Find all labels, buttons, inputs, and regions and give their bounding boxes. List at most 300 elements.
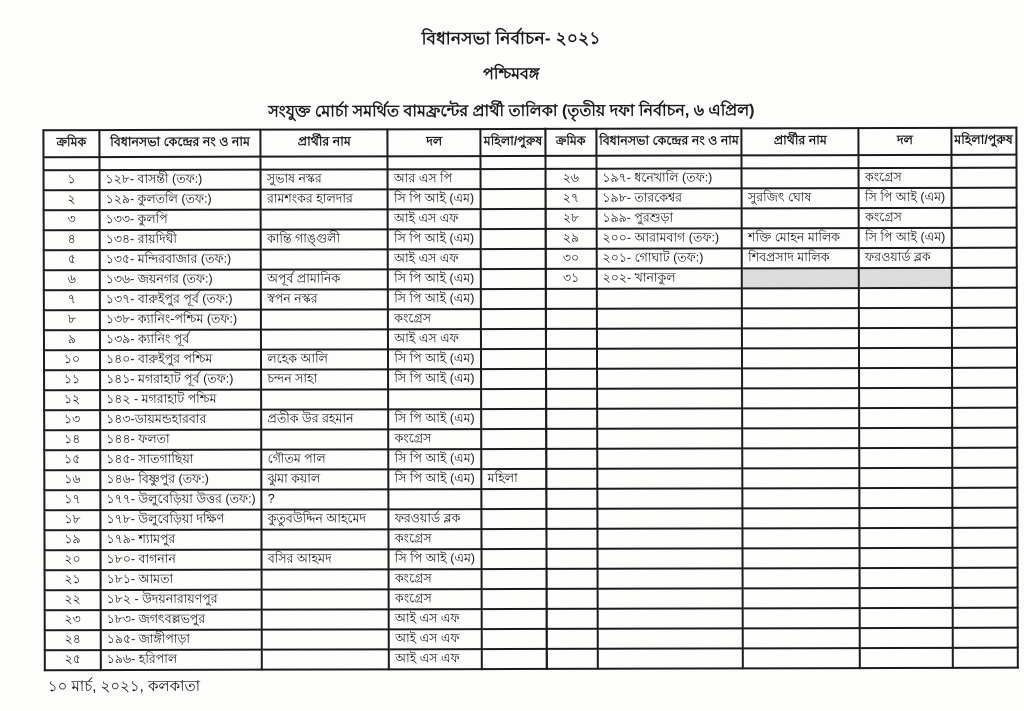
- constituency-cell: ১৮৩- জগৎবল্লভপুর: [101, 610, 262, 630]
- candidate-cell: [262, 589, 389, 609]
- serial-cell: ৩০: [546, 249, 597, 269]
- table-row: [45, 629, 547, 650]
- empty-cell: [951, 155, 1016, 168]
- table-row: [45, 609, 547, 630]
- gender-cell: [952, 648, 1017, 668]
- gender-cell: [481, 309, 546, 329]
- serial-cell: ২৫: [45, 650, 101, 670]
- constituency-cell: ১৮১- আমতা: [101, 570, 262, 590]
- candidate-cell: [743, 648, 860, 668]
- candidate-cell: কুতুবউদ্দিন আহমেদ: [262, 509, 389, 529]
- party-cell: [860, 408, 952, 428]
- candidate-cell: [742, 348, 859, 368]
- constituency-cell: ১৪০- বারুইপুর পশ্চিম: [100, 350, 261, 370]
- col-header-serial: ক্রমিক: [43, 130, 99, 157]
- table-row: [545, 228, 1016, 249]
- party-cell: [859, 308, 951, 328]
- col-header-candidate: প্রার্থীর নাম: [261, 129, 388, 156]
- candidate-cell: [261, 329, 388, 349]
- constituency-cell: ১৩৫- মন্দিরবাজার (তফ:): [100, 250, 261, 270]
- serial-cell: ২১: [45, 570, 101, 590]
- party-cell: সি পি আই (এম): [388, 189, 481, 209]
- date-place-line: ১০ মার্চ, ২০২১, কলকাতা: [47, 677, 201, 696]
- gender-cell: [951, 168, 1016, 188]
- constituency-cell: ১৩৬- জয়নগর (তফ:): [100, 270, 261, 290]
- candidate-cell: [743, 408, 860, 428]
- serial-cell: ৮: [44, 310, 100, 330]
- gender-cell: [482, 649, 547, 669]
- gender-cell: [951, 308, 1016, 328]
- candidate-cell: [743, 568, 860, 588]
- serial-cell: ৬: [44, 270, 100, 290]
- party-cell: আই এস এফ: [388, 209, 481, 229]
- candidate-cell: শক্তি মোহন মালিক: [742, 228, 859, 248]
- candidate-table-left: [42, 128, 547, 671]
- constituency-cell: [597, 308, 743, 328]
- party-cell: [859, 348, 951, 368]
- party-cell: কংগ্রেস: [389, 589, 482, 609]
- candidate-cell: [743, 488, 860, 508]
- candidate-cell: গৌতম পাল: [262, 449, 389, 469]
- constituency-cell: ১৩৮- ক্যানিং-পশ্চিম (তফ:): [100, 310, 261, 330]
- table-row: [547, 628, 1018, 649]
- serial-cell: [546, 569, 597, 589]
- title-block: [0, 25, 1023, 127]
- table-row: [546, 248, 1017, 269]
- table-row: [44, 309, 546, 330]
- party-cell: [388, 389, 481, 409]
- serial-cell: ২০: [45, 550, 101, 570]
- constituency-cell: ১৯৫- জাঙ্গীপাড়া: [101, 630, 262, 650]
- table-row: [44, 469, 546, 490]
- party-cell: সি পি আই (এম): [859, 228, 951, 248]
- candidate-cell: [742, 268, 859, 288]
- serial-cell: [546, 289, 597, 309]
- gender-cell: [482, 449, 547, 469]
- party-cell: ফরওয়ার্ড ব্লক: [389, 509, 482, 529]
- party-cell: ফরওয়ার্ড ব্লক: [859, 248, 951, 268]
- party-cell: [860, 448, 952, 468]
- constituency-cell: ১৯৮- তারকেশ্বর: [596, 188, 742, 208]
- serial-cell: ৫: [44, 250, 100, 270]
- gender-cell: [482, 529, 547, 549]
- table-row: [45, 569, 547, 590]
- party-cell: [860, 628, 952, 648]
- serial-cell: ২৮: [545, 209, 596, 229]
- party-cell: সি পি আই (এম): [389, 449, 482, 469]
- constituency-cell: ১৭৯- শ্যামপুর: [100, 530, 261, 550]
- serial-cell: [546, 589, 597, 609]
- party-cell: সি পি আই (এম): [388, 409, 481, 429]
- party-cell: সি পি আই (এম): [388, 349, 481, 369]
- candidate-cell: [743, 588, 860, 608]
- candidate-cell: [261, 209, 388, 229]
- constituency-cell: ১৪৫- সাতগাছিয়া: [100, 450, 261, 470]
- gender-cell: [952, 548, 1017, 568]
- constituency-cell: ২০০- আরামবাগ (তফ:): [596, 228, 742, 248]
- document-title: বিধানসভা নির্বাচন- ২০২১: [421, 28, 601, 49]
- party-cell: কংগ্রেস: [859, 168, 951, 188]
- serial-cell: ২৭: [545, 189, 596, 209]
- candidate-cell: বসির আহমদ: [262, 549, 389, 569]
- candidate-cell: [743, 608, 860, 628]
- constituency-cell: [597, 588, 743, 608]
- gender-cell: [482, 589, 547, 609]
- table-row: [44, 229, 546, 250]
- party-cell: কংগ্রেস: [388, 309, 481, 329]
- table-row: [45, 649, 547, 670]
- candidate-cell: [262, 609, 389, 629]
- empty-cell: [596, 155, 742, 168]
- serial-cell: [546, 329, 597, 349]
- col-header-constituency: বিধানসভা কেন্দ্রের নং ও নাম: [596, 128, 742, 155]
- candidate-cell: [743, 508, 860, 528]
- gender-cell: [952, 488, 1017, 508]
- party-cell: আই এস এফ: [388, 249, 481, 269]
- serial-cell: ১৩: [44, 410, 100, 430]
- serial-cell: [546, 389, 597, 409]
- gender-cell: [481, 189, 546, 209]
- serial-cell: ২৬: [545, 169, 596, 189]
- party-cell: কংগ্রেস: [389, 429, 482, 449]
- party-cell: [860, 548, 952, 568]
- candidate-cell: সুরজিৎ ঘোষ: [742, 188, 859, 208]
- col-header-constituency: বিধানসভা কেন্দ্রের নং ও নাম: [99, 130, 260, 157]
- serial-cell: ২: [44, 190, 100, 210]
- candidate-cell: [743, 528, 860, 548]
- constituency-cell: [597, 348, 743, 368]
- gender-cell: [481, 349, 546, 369]
- col-header-gender: মহিলা/পুরুষ: [481, 129, 546, 156]
- gender-cell: [952, 608, 1017, 628]
- serial-cell: [547, 629, 598, 649]
- table-row: [44, 409, 546, 430]
- table-row: [44, 169, 546, 190]
- constituency-cell: ১২৯- কুলতলি (তফ:): [100, 190, 261, 210]
- gender-cell: [952, 328, 1017, 348]
- party-cell: সি পি আই (এম): [388, 289, 481, 309]
- candidate-tables: [42, 127, 1018, 672]
- constituency-cell: ২০১- গোঘাট (তফ:): [597, 248, 743, 268]
- table-row: [44, 249, 546, 270]
- candidate-cell: স্বপন নস্কর: [261, 289, 388, 309]
- table-row: [44, 509, 546, 530]
- candidate-cell: [742, 208, 859, 228]
- gender-cell: [481, 209, 546, 229]
- serial-cell: ১৫: [44, 450, 100, 470]
- candidate-cell: [262, 649, 389, 669]
- gender-cell: [482, 509, 547, 529]
- party-cell: [860, 488, 952, 508]
- serial-cell: ৯: [44, 330, 100, 350]
- candidate-cell: কান্তি গাঙ্গুলী: [261, 229, 388, 249]
- party-cell: [860, 568, 952, 588]
- gender-cell: [952, 368, 1017, 388]
- gender-cell: [481, 229, 546, 249]
- empty-cell: [742, 155, 859, 168]
- candidate-cell: [262, 569, 389, 589]
- gender-cell: [481, 369, 546, 389]
- constituency-cell: [597, 428, 743, 448]
- candidate-cell: লহেক আলি: [261, 349, 388, 369]
- candidate-cell: [262, 629, 389, 649]
- constituency-cell: [597, 328, 743, 348]
- constituency-cell: [597, 468, 743, 488]
- party-cell: [860, 388, 952, 408]
- table-row: [44, 489, 546, 510]
- table-row: [44, 449, 546, 470]
- serial-cell: ২৪: [45, 630, 101, 650]
- gender-cell: [482, 609, 547, 629]
- gender-cell: [481, 289, 546, 309]
- serial-cell: ১৭: [44, 490, 100, 510]
- candidate-cell: [742, 168, 859, 188]
- spacer-row: [545, 155, 1016, 169]
- constituency-cell: [597, 548, 743, 568]
- gender-cell: [481, 329, 546, 349]
- party-cell: আই এস এফ: [389, 629, 482, 649]
- constituency-cell: [597, 508, 743, 528]
- party-cell: সি পি আই (এম): [389, 469, 482, 489]
- document-subtitle-list-info: সংযুক্ত মোর্চা সমর্থিত বামফ্রন্টের প্রার্থী তালিকা (তৃতীয় দফা নির্বাচন, ৬ এপ্রিল): [268, 102, 755, 121]
- serial-cell: [546, 369, 597, 389]
- serial-cell: [546, 449, 597, 469]
- table-row: [546, 388, 1017, 409]
- spacer-row: [43, 156, 545, 170]
- gender-cell: [952, 408, 1017, 428]
- party-cell: কংগ্রেস: [859, 208, 951, 228]
- table-row: [546, 508, 1017, 529]
- gender-cell: [482, 489, 547, 509]
- serial-cell: ১১: [44, 370, 100, 390]
- serial-cell: ১: [44, 170, 100, 190]
- candidate-cell: [261, 249, 388, 269]
- constituency-cell: ১৯৯- পুরশুড়া: [596, 208, 742, 228]
- candidate-cell: অপূর্ব প্রামানিক: [261, 269, 388, 289]
- table-row: [44, 369, 546, 390]
- constituency-cell: [597, 288, 743, 308]
- party-cell: আর এস পি: [388, 169, 481, 189]
- table-row: [546, 408, 1017, 429]
- gender-cell: [951, 228, 1016, 248]
- col-header-candidate: প্রার্থীর নাম: [742, 128, 859, 155]
- serial-cell: ১২: [44, 390, 100, 410]
- party-cell: [860, 428, 952, 448]
- table-row: [546, 468, 1017, 489]
- serial-cell: [547, 649, 598, 669]
- empty-cell: [261, 156, 388, 169]
- constituency-cell: ১৮০- বাগনান: [101, 550, 262, 570]
- constituency-cell: ১৩৩- কুলপি: [100, 210, 261, 230]
- header-row: [43, 129, 545, 157]
- table-row: [546, 588, 1017, 609]
- table-row: [44, 189, 546, 210]
- candidate-cell: [261, 389, 388, 409]
- party-cell: আই এস এফ: [388, 329, 481, 349]
- table-row: [546, 328, 1017, 349]
- gender-cell: [481, 249, 546, 269]
- candidate-cell: [743, 628, 860, 648]
- table-row: [545, 208, 1016, 229]
- header-row: [545, 128, 1016, 156]
- serial-cell: [546, 529, 597, 549]
- candidate-cell: [262, 429, 389, 449]
- constituency-cell: [598, 648, 744, 668]
- party-cell: আই এস এফ: [389, 609, 482, 629]
- empty-cell: [43, 157, 99, 170]
- gender-cell: [952, 348, 1017, 368]
- candidate-cell: [261, 309, 388, 329]
- serial-cell: [546, 509, 597, 529]
- serial-cell: ২২: [45, 590, 101, 610]
- party-cell: সি পি আই (এম): [388, 269, 481, 289]
- table-row: [45, 589, 547, 610]
- party-cell: সি পি আই (এম): [388, 229, 481, 249]
- party-cell: [859, 368, 951, 388]
- serial-cell: [546, 309, 597, 329]
- constituency-cell: [597, 568, 743, 588]
- gender-cell: [482, 429, 547, 449]
- table-row: [545, 168, 1016, 189]
- gender-cell: [951, 268, 1016, 288]
- candidate-cell: প্রতীক উর রহমান: [261, 409, 388, 429]
- gender-cell: [481, 269, 546, 289]
- serial-cell: ১৬: [44, 470, 100, 490]
- table-row: [546, 448, 1017, 469]
- table-row: [546, 308, 1017, 329]
- gender-cell: [481, 409, 546, 429]
- serial-cell: [546, 489, 597, 509]
- table-row: [546, 348, 1017, 369]
- empty-cell: [859, 155, 951, 168]
- constituency-cell: ১৪৩-ডায়মন্ডহারবার: [100, 410, 261, 430]
- gender-cell: [951, 248, 1016, 268]
- constituency-cell: [598, 628, 744, 648]
- constituency-cell: [597, 488, 743, 508]
- serial-cell: ১৯: [44, 530, 100, 550]
- constituency-cell: [597, 608, 743, 628]
- party-cell: [859, 288, 951, 308]
- gender-cell: [952, 568, 1017, 588]
- constituency-cell: [597, 528, 743, 548]
- candidate-cell: [742, 308, 859, 328]
- gender-cell: [952, 528, 1017, 548]
- serial-cell: ৭: [44, 290, 100, 310]
- gender-cell: [482, 629, 547, 649]
- constituency-cell: ১৮২ - উদয়নারায়ণপুর: [101, 590, 262, 610]
- gender-cell: [951, 208, 1016, 228]
- gender-cell: [481, 169, 546, 189]
- gender-cell: [482, 549, 547, 569]
- table-row: [546, 428, 1017, 449]
- document-subtitle-state: পশ্চিমবঙ্গ: [482, 65, 540, 84]
- party-cell: [859, 268, 951, 288]
- party-cell: কংগ্রেস: [389, 569, 482, 589]
- serial-cell: ২৯: [545, 229, 596, 249]
- candidate-cell: চন্দন সাহা: [261, 369, 388, 389]
- table-row: [44, 429, 546, 450]
- gender-cell: মহিলা: [482, 469, 547, 489]
- candidate-table-right: [544, 127, 1018, 670]
- party-cell: আই এস এফ: [389, 649, 482, 669]
- serial-cell: ৪: [44, 230, 100, 250]
- empty-cell: [99, 157, 260, 170]
- candidate-cell: সুভাষ নস্কর: [261, 169, 388, 189]
- serial-cell: [546, 609, 597, 629]
- table-row: [546, 268, 1017, 289]
- serial-cell: [546, 409, 597, 429]
- gender-cell: [952, 388, 1017, 408]
- party-cell: [389, 489, 482, 509]
- table-row: [44, 209, 546, 230]
- table-row: [44, 529, 546, 550]
- gender-cell: [952, 628, 1017, 648]
- serial-cell: [546, 549, 597, 569]
- table-row: [547, 648, 1018, 669]
- candidate-cell: [743, 428, 860, 448]
- serial-cell: [546, 469, 597, 489]
- constituency-cell: ১৪২ - মগরাহাট পশ্চিম: [100, 390, 261, 410]
- candidate-cell: রামশংকর হালদার: [261, 189, 388, 209]
- table-row: [546, 528, 1017, 549]
- constituency-cell: ২০২- খানাকুল: [597, 268, 743, 288]
- table-row: [44, 269, 546, 290]
- gender-cell: [952, 428, 1017, 448]
- gender-cell: [951, 188, 1016, 208]
- serial-cell: ১৮: [44, 510, 100, 530]
- party-cell: [860, 528, 952, 548]
- constituency-cell: ১৪৪- ফলতা: [100, 430, 261, 450]
- table-row: [546, 548, 1017, 569]
- serial-cell: ১৪: [44, 430, 100, 450]
- table-row: [44, 349, 546, 370]
- table-row: [546, 608, 1017, 629]
- table-row: [44, 289, 546, 310]
- constituency-cell: [597, 408, 743, 428]
- constituency-cell: ১৪১- মগরাহাট পূর্ব (তফ:): [100, 370, 261, 390]
- constituency-cell: ১২৮- বাসন্তী (তফ:): [100, 170, 261, 190]
- serial-cell: [546, 349, 597, 369]
- candidate-cell: ঝুমা কয়াল: [262, 469, 389, 489]
- party-cell: সি পি আই (এম): [388, 369, 481, 389]
- gender-cell: [952, 508, 1017, 528]
- gender-cell: [951, 288, 1016, 308]
- candidate-cell: [262, 529, 389, 549]
- candidate-cell: [743, 448, 860, 468]
- candidate-cell: [743, 388, 860, 408]
- col-header-serial: ক্রমিক: [545, 129, 596, 156]
- party-cell: [860, 608, 952, 628]
- table-row: [45, 549, 547, 570]
- gender-cell: [952, 468, 1017, 488]
- gender-cell: [952, 448, 1017, 468]
- constituency-cell: ১৭৮- উলুবেড়িয়া দক্ষিণ: [100, 510, 261, 530]
- serial-cell: ১০: [44, 350, 100, 370]
- col-header-party: দল: [388, 129, 481, 156]
- candidate-cell: শিবপ্রসাদ মালিক: [742, 248, 859, 268]
- empty-cell: [545, 156, 596, 169]
- serial-cell: [546, 429, 597, 449]
- table-row: [44, 329, 546, 350]
- constituency-cell: [597, 368, 743, 388]
- party-cell: [860, 508, 952, 528]
- table-row: [546, 488, 1017, 509]
- table-row: [44, 389, 546, 410]
- gender-cell: [482, 569, 547, 589]
- constituency-cell: ১৯৭- ধনেখালি (তফ:): [596, 168, 742, 188]
- constituency-cell: ১৩৪- রায়দিঘী: [100, 230, 261, 250]
- candidate-cell: [742, 328, 859, 348]
